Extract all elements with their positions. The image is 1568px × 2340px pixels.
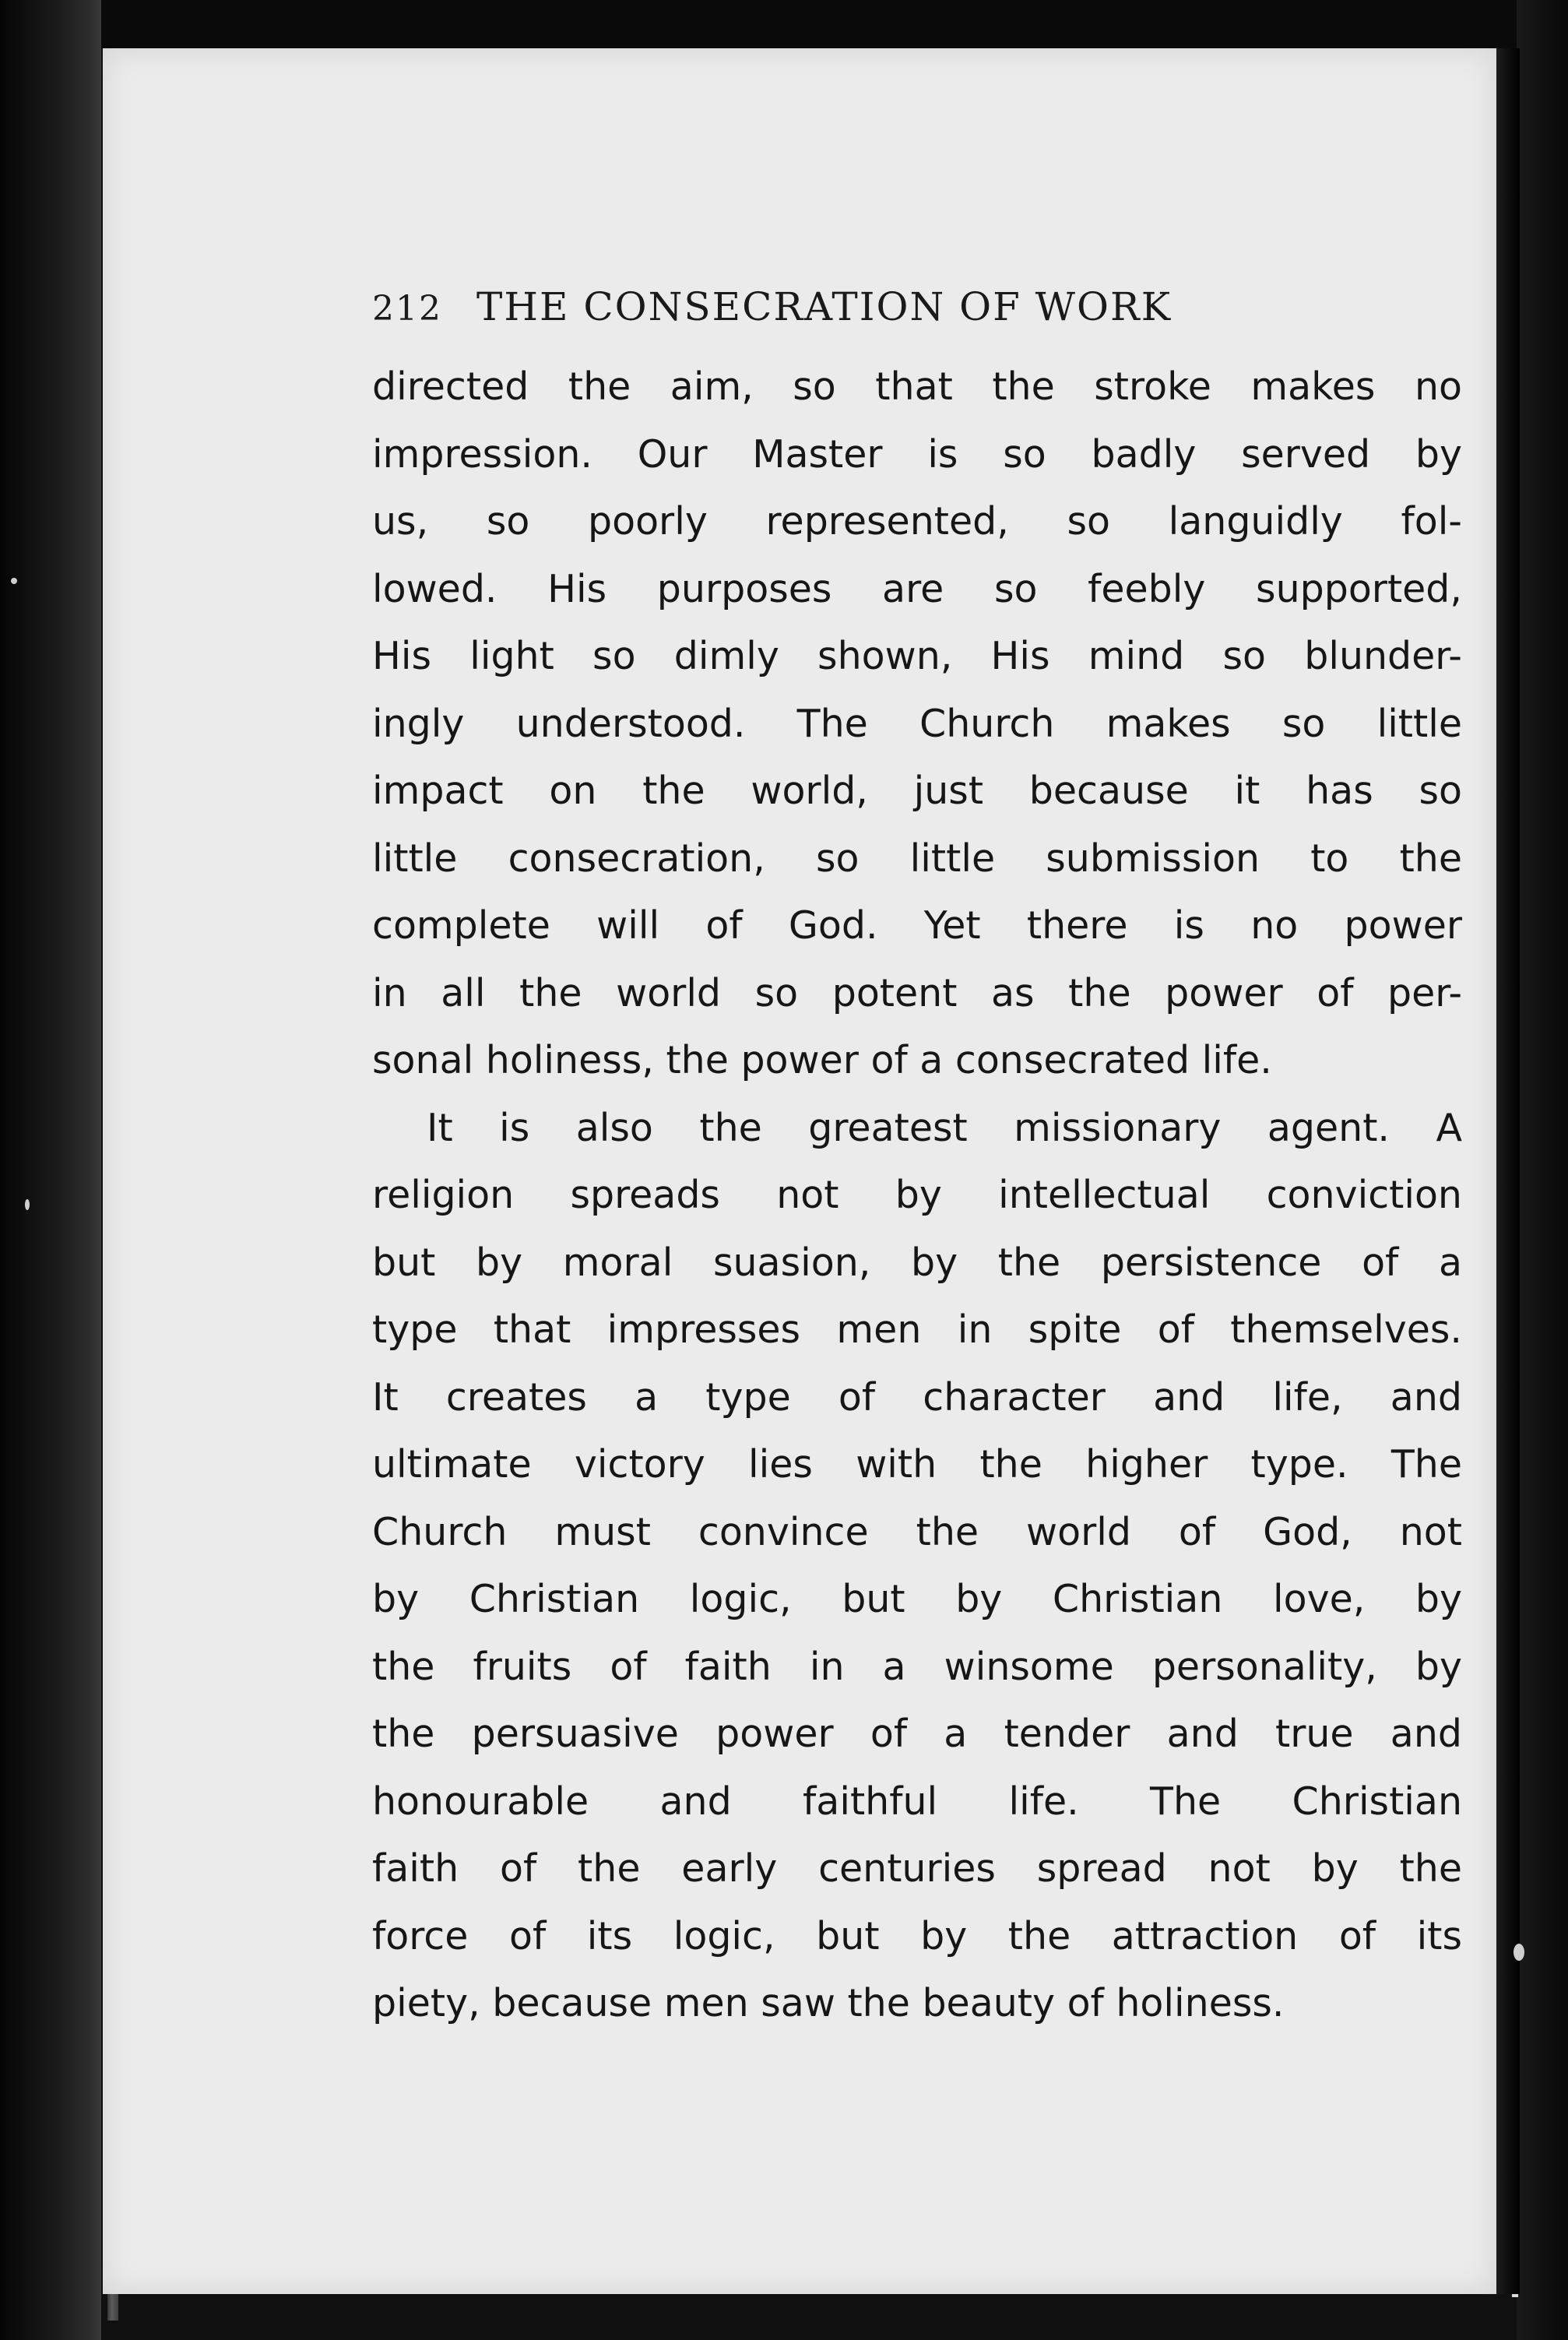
- running-title: THE CONSECRATION OF WORK: [476, 284, 1172, 329]
- book-page: [103, 48, 1496, 2294]
- text-line: ultimate victory lies with the higher type. The: [372, 1442, 1462, 1487]
- film-border-right: [1517, 0, 1568, 2340]
- text-line: piety, because men saw the beauty of holiness.: [372, 1981, 1285, 2025]
- scan-speck: [11, 578, 17, 584]
- text-line: sonal holiness, the power of a consecrated life.: [372, 1038, 1272, 1082]
- paragraph: [372, 354, 1462, 1095]
- text-line: but by moral suasion, by the persistence of a: [372, 1240, 1462, 1285]
- text-line: It creates a type of character and life, and: [372, 1374, 1462, 1420]
- film-border-top: [0, 0, 1568, 48]
- text-line: honourable and faithful life. The Christian: [372, 1779, 1462, 1824]
- paragraph: [372, 1095, 1462, 2038]
- text-line: type that impresses men in spite of themselves.: [372, 1307, 1462, 1352]
- text-line: impact on the world, just because it has so: [372, 769, 1462, 813]
- text-line: lowed. His purposes are so feebly supported,: [372, 566, 1462, 611]
- text-line: by Christian logic, but by Christian love, by: [372, 1577, 1462, 1621]
- text-line: impression. Our Master is so badly served by: [372, 431, 1462, 477]
- text-line: in all the world so potent as the power of per-: [372, 970, 1462, 1015]
- body-text: [372, 354, 1462, 2038]
- text-line: little consecration, so little submission to the: [372, 836, 1462, 881]
- text-line: us, so poorly represented, so languidly fol-: [372, 499, 1462, 544]
- text-line: Church must convince the world of God, not: [372, 1509, 1462, 1554]
- scan-speck: [25, 1199, 30, 1210]
- scan-speck: [1514, 1944, 1524, 1961]
- text-line: complete will of God. Yet there is no power: [372, 903, 1462, 948]
- text-line: It is also the greatest missionary agent. A: [427, 1105, 1462, 1150]
- text-line: faith of the early centuries spread not by the: [372, 1846, 1462, 1891]
- text-line: religion spreads not by intellectual conviction: [372, 1173, 1462, 1217]
- text-line: His light so dimly shown, His mind so blunder-: [372, 634, 1462, 678]
- running-header: [372, 284, 1345, 331]
- text-line: force of its logic, but by the attraction of its: [372, 1913, 1462, 1958]
- text-line: the fruits of faith in a winsome personality, by: [372, 1644, 1462, 1689]
- page-number: 212: [372, 289, 442, 329]
- text-line: ingly understood. The Church makes so little: [372, 701, 1462, 746]
- film-border-left: [0, 0, 101, 2340]
- text-line: directed the aim, so that the stroke makes no: [372, 364, 1462, 409]
- text-line: the persuasive power of a tender and true and: [372, 1712, 1462, 1756]
